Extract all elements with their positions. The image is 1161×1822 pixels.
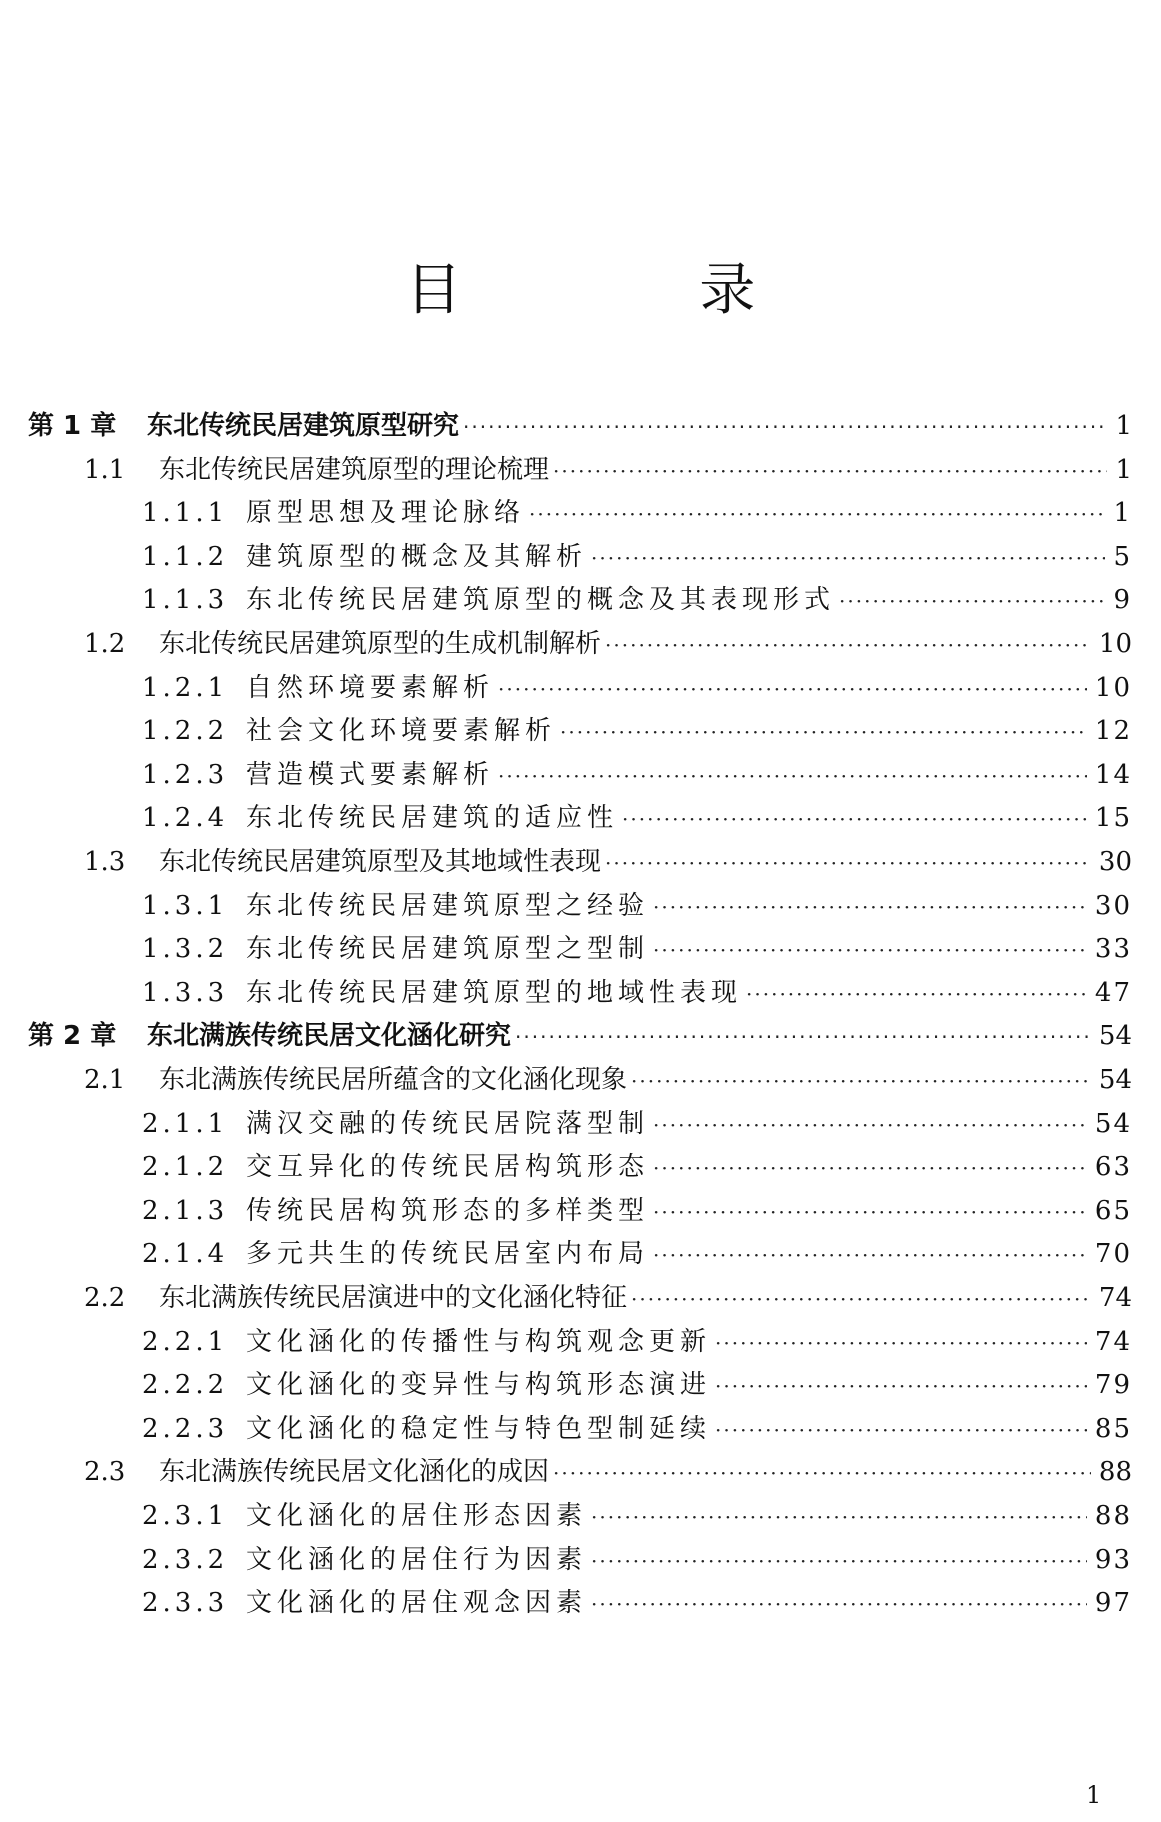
toc-entry[interactable]	[142, 927, 1132, 971]
toc-entry[interactable]	[142, 709, 1132, 753]
toc-entry-page: 10	[1094, 672, 1132, 703]
toc-entry-number: 1.3.1	[142, 890, 229, 921]
toc-entry-number: 1.3.2	[142, 934, 229, 965]
toc-entry-title: 文化涵化的居住行为因素	[246, 1544, 588, 1575]
toc-entry[interactable]	[142, 1407, 1132, 1451]
toc-entry[interactable]	[84, 1058, 1132, 1102]
toc-entry[interactable]	[142, 1320, 1132, 1364]
dot-leader	[591, 1582, 1087, 1626]
toc-entry[interactable]	[84, 622, 1132, 666]
toc-entry-title: 东北传统民居建筑原型之型制	[246, 934, 650, 965]
toc-entry-page: 88	[1098, 1457, 1132, 1488]
toc-entry-number: 1.1.1	[142, 498, 229, 529]
dot-leader	[498, 667, 1087, 711]
dot-leader	[746, 972, 1087, 1016]
dot-leader	[553, 1451, 1091, 1495]
toc-entry-title: 东北满族传统民居文化涵化的成因	[159, 1457, 550, 1488]
dot-leader	[715, 1408, 1087, 1452]
toc-entry[interactable]	[28, 1014, 1132, 1058]
dot-leader	[591, 1539, 1087, 1583]
toc-entry-number: 1.2.1	[142, 672, 229, 703]
toc-entry-page: 54	[1098, 1065, 1132, 1095]
toc-entry[interactable]	[142, 753, 1132, 797]
toc-entry-number: 2.1.4	[142, 1239, 229, 1270]
toc-entry-title: 东北满族传统民居所蕴含的文化涵化现象	[159, 1065, 628, 1095]
dot-leader	[515, 1015, 1091, 1059]
toc-entry-number: 1.3.3	[142, 977, 229, 1008]
toc-entry-page: 93	[1094, 1544, 1132, 1575]
toc-entry[interactable]	[28, 404, 1132, 448]
toc-entry-page: 1	[1115, 411, 1132, 441]
toc-entry-title: 社会文化环境要素解析	[246, 716, 557, 747]
toc-entry-number: 2.3.3	[142, 1588, 229, 1619]
toc-entry-number: 1.1.2	[142, 541, 229, 572]
toc-entry-title: 东北传统民居建筑原型研究	[147, 411, 460, 441]
toc-entry-page: 88	[1094, 1501, 1132, 1531]
toc-entry-page: 30	[1098, 847, 1132, 877]
toc-entry-page: 54	[1094, 1108, 1132, 1139]
dot-leader	[653, 1146, 1087, 1190]
toc-entry-number: 第 1 章	[28, 411, 117, 441]
dot-leader	[463, 405, 1107, 449]
dot-leader	[653, 928, 1087, 972]
toc-entry[interactable]	[84, 840, 1132, 884]
toc-entry-number: 1.2	[84, 629, 126, 659]
toc-entry[interactable]	[142, 796, 1132, 840]
toc-entry-title: 东北传统民居建筑原型的地域性表现	[246, 977, 743, 1008]
toc-entry-number: 2.3.2	[142, 1544, 229, 1575]
toc-entry-page: 74	[1094, 1326, 1132, 1357]
toc-entry-title: 东北传统民居建筑原型之经验	[246, 890, 650, 921]
toc-entry-number: 1.2.4	[142, 803, 229, 834]
toc-entry-number: 1.2.2	[142, 716, 229, 747]
dot-leader	[653, 1190, 1087, 1234]
toc-entry[interactable]	[142, 1581, 1132, 1625]
dot-leader	[605, 841, 1091, 885]
toc-entry-title: 东北传统民居建筑原型的生成机制解析	[159, 629, 602, 659]
toc-entry-page: 9	[1113, 585, 1132, 616]
dot-leader	[839, 579, 1105, 623]
dot-leader	[631, 1059, 1091, 1103]
toc-entry-page: 54	[1098, 1021, 1132, 1052]
toc-entry-number: 2.2.3	[142, 1413, 229, 1444]
toc-entry-number: 第 2 章	[28, 1021, 117, 1052]
toc-entry-number: 2.3.1	[142, 1501, 229, 1531]
toc-entry-page: 74	[1098, 1283, 1132, 1313]
dot-leader	[498, 754, 1087, 798]
toc-entry-title: 文化涵化的居住观念因素	[246, 1588, 588, 1619]
toc-entry-number: 1.3	[84, 847, 126, 877]
toc-entry-page: 97	[1094, 1588, 1132, 1619]
dot-leader	[591, 1495, 1087, 1539]
toc-entry[interactable]	[142, 666, 1132, 710]
toc-entry-number: 1.1.3	[142, 585, 229, 616]
toc-entry-number: 2.3	[84, 1457, 126, 1488]
toc-entry[interactable]	[142, 491, 1132, 535]
toc-entry-title: 文化涵化的传播性与构筑观念更新	[246, 1326, 712, 1357]
dot-leader	[653, 1103, 1087, 1147]
page-number: 1	[1086, 1781, 1102, 1809]
toc-entry-number: 1.1	[84, 454, 126, 485]
toc-entry-title: 原型思想及理论脉络	[246, 498, 526, 529]
toc-entry[interactable]	[142, 1363, 1132, 1407]
toc-entry-title: 文化涵化的居住形态因素	[246, 1501, 588, 1531]
toc-entry-page: 47	[1094, 977, 1132, 1008]
toc-entry-title: 东北满族传统民居文化涵化研究	[147, 1021, 512, 1052]
toc-entry-title: 文化涵化的稳定性与特色型制延续	[246, 1413, 712, 1444]
toc-entry-title: 东北传统民居建筑的适应性	[246, 803, 619, 834]
toc-entry-title: 东北传统民居建筑原型及其地域性表现	[159, 847, 602, 877]
page-title: 目 录	[405, 258, 866, 323]
dot-leader	[715, 1364, 1087, 1408]
toc-entry-number: 2.2.1	[142, 1326, 229, 1357]
toc-entry-page: 85	[1094, 1413, 1132, 1444]
dot-leader	[631, 1277, 1091, 1321]
toc-entry-number: 2.1	[84, 1065, 126, 1095]
toc-entry-page: 12	[1094, 716, 1132, 747]
toc-entry-title: 自然环境要素解析	[246, 672, 495, 703]
toc-entry-number: 1.2.3	[142, 759, 229, 790]
toc-entry-title: 文化涵化的变异性与构筑形态演进	[246, 1370, 712, 1401]
dot-leader	[529, 492, 1105, 536]
toc-entry-title: 多元共生的传统民居室内布局	[246, 1239, 650, 1270]
toc-entry-page: 10	[1098, 629, 1132, 659]
toc-entry[interactable]	[142, 535, 1132, 579]
toc-entry[interactable]	[142, 1538, 1132, 1582]
toc-entry-number: 2.1.2	[142, 1152, 229, 1183]
toc-entry-page: 15	[1094, 803, 1132, 834]
toc-entry-number: 2.2	[84, 1283, 126, 1313]
toc-entry-title: 满汉交融的传统民居院落型制	[246, 1108, 650, 1139]
dot-leader	[715, 1321, 1087, 1365]
toc-entry-page: 63	[1094, 1152, 1132, 1183]
dot-leader	[591, 536, 1105, 580]
toc-entry[interactable]	[142, 1494, 1132, 1538]
dot-leader	[605, 623, 1091, 667]
toc-entry-title: 营造模式要素解析	[246, 759, 495, 790]
toc-entry[interactable]	[142, 578, 1132, 622]
toc-entry-title: 东北满族传统民居演进中的文化涵化特征	[159, 1283, 628, 1313]
toc-entry[interactable]	[142, 971, 1132, 1015]
toc-entry-page: 70	[1094, 1239, 1132, 1270]
toc-entry-page: 65	[1094, 1195, 1132, 1226]
toc-entry[interactable]	[142, 1189, 1132, 1233]
dot-leader	[622, 797, 1087, 841]
toc-entry-page: 33	[1094, 934, 1132, 965]
toc-entry-title: 传统民居构筑形态的多样类型	[246, 1195, 650, 1226]
toc-entry-page: 14	[1094, 759, 1132, 790]
toc-entry-title: 交互异化的传统民居构筑形态	[246, 1152, 650, 1183]
toc-entry-page: 5	[1113, 541, 1132, 572]
toc-entry-number: 2.1.3	[142, 1195, 229, 1226]
toc-entry[interactable]	[142, 1102, 1132, 1146]
dot-leader	[653, 1233, 1087, 1277]
toc-entry-title: 东北传统民居建筑原型的概念及其表现形式	[246, 585, 836, 616]
toc-entry[interactable]	[142, 1145, 1132, 1189]
toc-entry-number: 2.1.1	[142, 1108, 229, 1139]
toc-entry-title: 建筑原型的概念及其解析	[246, 541, 588, 572]
dot-leader	[560, 710, 1087, 754]
toc-entry[interactable]	[84, 1450, 1132, 1494]
toc-entry[interactable]	[84, 448, 1132, 492]
toc-entry-page: 1	[1115, 454, 1132, 485]
toc-entry[interactable]	[84, 1276, 1132, 1320]
toc-entry-page: 30	[1094, 890, 1132, 921]
toc-entry-page: 1	[1113, 498, 1132, 529]
dot-leader	[553, 449, 1107, 493]
toc-entry-page: 79	[1094, 1370, 1132, 1401]
toc-entry[interactable]	[142, 884, 1132, 928]
toc-entry-title: 东北传统民居建筑原型的理论梳理	[159, 454, 550, 485]
toc-entry-number: 2.2.2	[142, 1370, 229, 1401]
dot-leader	[653, 885, 1087, 929]
toc-entry[interactable]	[142, 1232, 1132, 1276]
